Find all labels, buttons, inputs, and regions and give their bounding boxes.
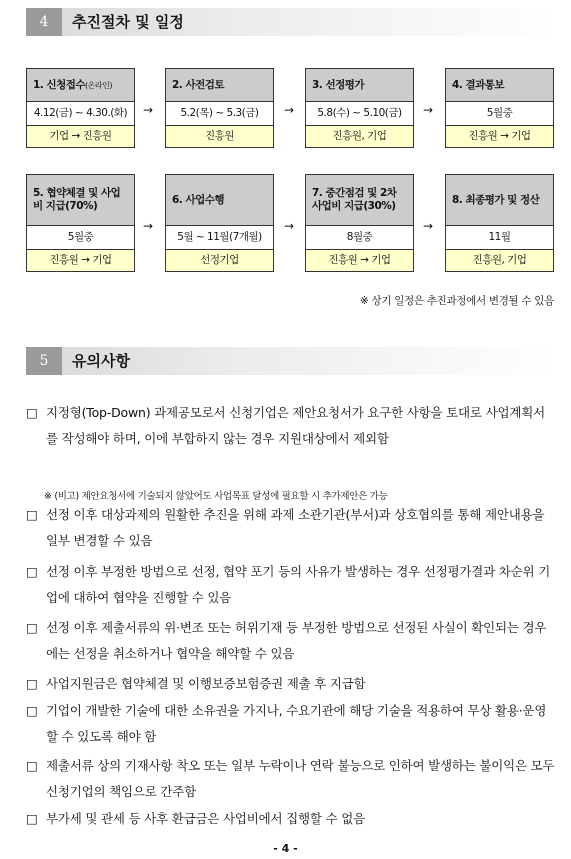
step-actor: 진흥원 xyxy=(166,126,273,147)
checkbox-square-icon: □ xyxy=(26,507,38,522)
remark-note: ※ (비고) 제안요청서에 기술되지 않았어도 사업목표 달성에 필요할 시 추가제안은 가능 xyxy=(44,491,388,502)
checkbox-square-icon: □ xyxy=(26,405,38,420)
checkbox-square-icon: □ xyxy=(26,620,38,635)
step-actor: 진흥원 → 기업 xyxy=(306,250,413,271)
section-header-5 xyxy=(26,347,557,375)
checkbox-square-icon: □ xyxy=(26,811,38,826)
step-actor: 진흥원 → 기업 xyxy=(446,126,553,147)
step-title: 2. 사전검토 xyxy=(166,69,273,102)
step-title: 4. 결과통보 xyxy=(446,69,553,102)
step-date: 5월중 xyxy=(27,226,134,250)
arrow-right-icon: → xyxy=(422,219,434,233)
section-number: 5 xyxy=(26,347,62,375)
step-box-3 xyxy=(305,68,414,148)
step-date: 5.2(목) ~ 5.3(금) xyxy=(166,102,273,126)
notice-item: □ 지정형(Top-Down) 과제공모로서 신청기업은 제안요청서가 요구한 사항을 토대로 사업계획서를 작성해야 하며, 이에 부합하지 않는 경우 지원대상에서 제외함 xyxy=(26,400,556,452)
page-number: - 4 - xyxy=(273,842,298,855)
step-date: 5월 ~ 11월(7개월) xyxy=(166,226,273,250)
arrow-right-icon: → xyxy=(283,219,295,233)
notice-item: □ 사업지원금은 협약체결 및 이행보증보험증권 제출 후 지급함 xyxy=(26,671,556,697)
section-header-4 xyxy=(26,8,557,36)
step-date: 5월중 xyxy=(446,102,553,126)
step-actor: 선정기업 xyxy=(166,250,273,271)
step-title: 6. 사업수행 xyxy=(166,175,273,226)
step-box-6 xyxy=(165,174,274,272)
arrow-right-icon: → xyxy=(142,219,154,233)
step-date: 11월 xyxy=(446,226,553,250)
checkbox-square-icon: □ xyxy=(26,676,38,691)
step-actor: 진흥원 → 기업 xyxy=(27,250,134,271)
section-number: 4 xyxy=(26,8,62,36)
step-title: 7. 중간점검 및 2차 사업비 지급(30%) xyxy=(306,175,413,226)
step-box-1 xyxy=(26,68,135,148)
step-title: 5. 협약체결 및 사업비 지급(70%) xyxy=(27,175,134,226)
notice-item: □ 제출서류 상의 기재사항 착오 또는 일부 누락이나 연락 불능으로 인하여 발생하는 불이익은 모두 신청기업의 책임으로 간주함 xyxy=(26,753,556,805)
notice-item: □ 기업이 개발한 기술에 대한 소유권을 가지나, 수요기관에 해당 기술을 적용하여 무상 활용·운영할 수 있도록 해야 함 xyxy=(26,698,556,750)
step-date: 5.8(수) ~ 5.10(금) xyxy=(306,102,413,126)
schedule-note: ※ 상기 일정은 추진과정에서 변경될 수 있음 xyxy=(359,295,554,307)
step-date: 4.12(금) ~ 4.30.(화) xyxy=(27,102,134,126)
arrow-right-icon: → xyxy=(283,103,295,117)
step-date: 8월중 xyxy=(306,226,413,250)
notice-item: □ 선정 이후 부정한 방법으로 선정, 협약 포기 등의 사유가 발생하는 경우 선정평가결과 차순위 기업에 대하여 협약을 진행할 수 있음 xyxy=(26,559,556,611)
section-title: 유의사항 xyxy=(72,352,130,370)
checkbox-square-icon: □ xyxy=(26,564,38,579)
step-box-8 xyxy=(445,174,554,272)
notice-item: □ 부가세 및 관세 등 사후 환급금은 사업비에서 집행할 수 없음 xyxy=(26,806,556,832)
notice-item: □ 선정 이후 대상과제의 원활한 추진을 위해 과제 소관기관(부서)과 상호협의를 통해 제안내용을 일부 변경할 수 있음 xyxy=(26,502,556,554)
checkbox-square-icon: □ xyxy=(26,758,38,773)
step-actor: 진흥원, 기업 xyxy=(446,250,553,271)
step-box-7 xyxy=(305,174,414,272)
step-box-5 xyxy=(26,174,135,272)
arrow-right-icon: → xyxy=(422,103,434,117)
step-box-2 xyxy=(165,68,274,148)
step-title: 1. 신청접수 (온라인) xyxy=(27,69,134,102)
arrow-right-icon: → xyxy=(142,103,154,117)
step-actor: 진흥원, 기업 xyxy=(306,126,413,147)
step-actor: 기업 → 진흥원 xyxy=(27,126,134,147)
step-title: 8. 최종평가 및 정산 xyxy=(446,175,553,226)
checkbox-square-icon: □ xyxy=(26,703,38,718)
step-title: 3. 선정평가 xyxy=(306,69,413,102)
notice-item: □ 선정 이후 제출서류의 위·변조 또는 허위기재 등 부정한 방법으로 선정된 사실이 확인되는 경우에는 선정을 취소하거나 협약을 해약할 수 있음 xyxy=(26,615,556,667)
section-title: 추진절차 및 일정 xyxy=(72,13,184,31)
step-box-4 xyxy=(445,68,554,148)
